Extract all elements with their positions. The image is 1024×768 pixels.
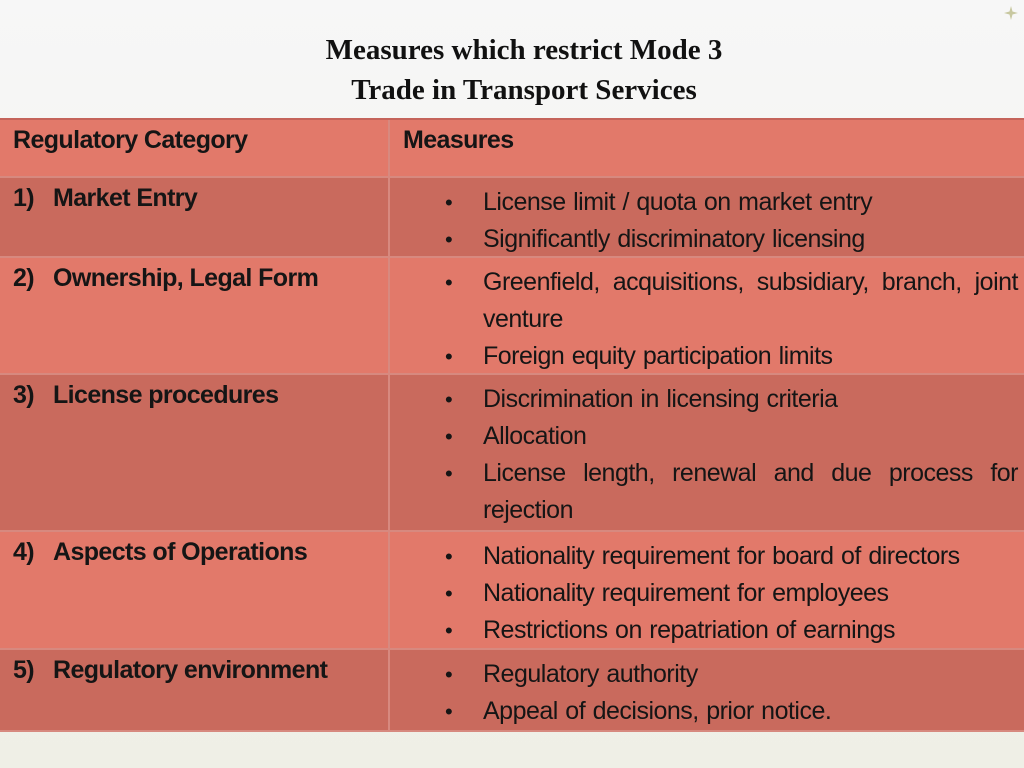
measures-cell — [390, 258, 1024, 373]
measures-cell — [390, 650, 1024, 730]
measures-list — [403, 656, 1018, 730]
slide-title — [0, 30, 1024, 110]
table-row — [0, 258, 1024, 375]
table-row — [0, 375, 1024, 532]
list-item: • Foreign equity participation limits — [403, 338, 1018, 375]
bullet-icon: • — [445, 461, 453, 486]
category-label: Aspects of Operations — [53, 538, 308, 566]
list-item: • License limit / quota on market entry — [403, 184, 1018, 221]
bullet-icon: • — [445, 662, 453, 687]
measures-table — [0, 118, 1024, 732]
header-measures-cell — [390, 120, 1024, 176]
category-label: Ownership, Legal Form — [53, 264, 319, 292]
category-label: License procedures — [53, 381, 279, 409]
category-cell — [0, 375, 390, 530]
category-label: Market Entry — [53, 184, 198, 212]
corner-flourish-icon — [1004, 6, 1018, 20]
list-item: • Discrimination in licensing criteria — [403, 381, 1018, 418]
measures-list — [403, 538, 1018, 649]
list-item: • Regulatory authority — [403, 656, 1018, 693]
measures-cell — [390, 375, 1024, 530]
table-row — [0, 650, 1024, 732]
list-item: • Restrictions on repatriation of earnings — [403, 612, 1018, 649]
list-item: • License length, renewal and due process for rejection — [403, 455, 1018, 529]
category-number: 4) — [13, 538, 35, 566]
header-category-label: Regulatory Category — [13, 126, 248, 154]
bullet-icon: • — [445, 227, 453, 252]
bullet-icon: • — [445, 699, 453, 724]
measures-list — [403, 381, 1018, 529]
list-item: • Allocation — [403, 418, 1018, 455]
category-cell — [0, 650, 390, 730]
bullet-icon: • — [445, 618, 453, 643]
bullet-icon: • — [445, 387, 453, 412]
category-cell — [0, 178, 390, 256]
bullet-icon: • — [445, 581, 453, 606]
category-cell — [0, 258, 390, 373]
table-row — [0, 532, 1024, 650]
bullet-icon: • — [445, 424, 453, 449]
measures-cell — [390, 532, 1024, 648]
table-header-row — [0, 120, 1024, 178]
list-item: • Greenfield, acquisitions, subsidiary, branch, joint venture — [403, 264, 1018, 338]
bullet-icon: • — [445, 190, 453, 215]
list-item: • Nationality requirement for employees — [403, 575, 1018, 612]
list-item: • Nationality requirement for board of directors — [403, 538, 1018, 575]
list-item: • Significantly discriminatory licensing — [403, 221, 1018, 258]
slide-title-line-1: Measures which restrict Mode 3 — [325, 34, 723, 66]
category-number: 2) — [13, 264, 35, 292]
slide-title-line-2: Trade in Transport Services — [351, 74, 697, 106]
category-number: 1) — [13, 184, 35, 212]
table-row — [0, 178, 1024, 258]
category-cell — [0, 532, 390, 648]
measures-list — [403, 264, 1018, 375]
category-number: 3) — [13, 381, 35, 409]
list-item: • Appeal of decisions, prior notice. — [403, 693, 1018, 730]
measures-list — [403, 184, 1018, 258]
header-measures-label: Measures — [403, 126, 514, 154]
bullet-icon: • — [445, 544, 453, 569]
category-number: 5) — [13, 656, 35, 684]
measures-cell — [390, 178, 1024, 256]
bullet-icon: • — [445, 270, 453, 295]
bullet-icon: • — [445, 344, 453, 369]
header-category-cell — [0, 120, 390, 176]
category-label: Regulatory environment — [53, 656, 328, 684]
